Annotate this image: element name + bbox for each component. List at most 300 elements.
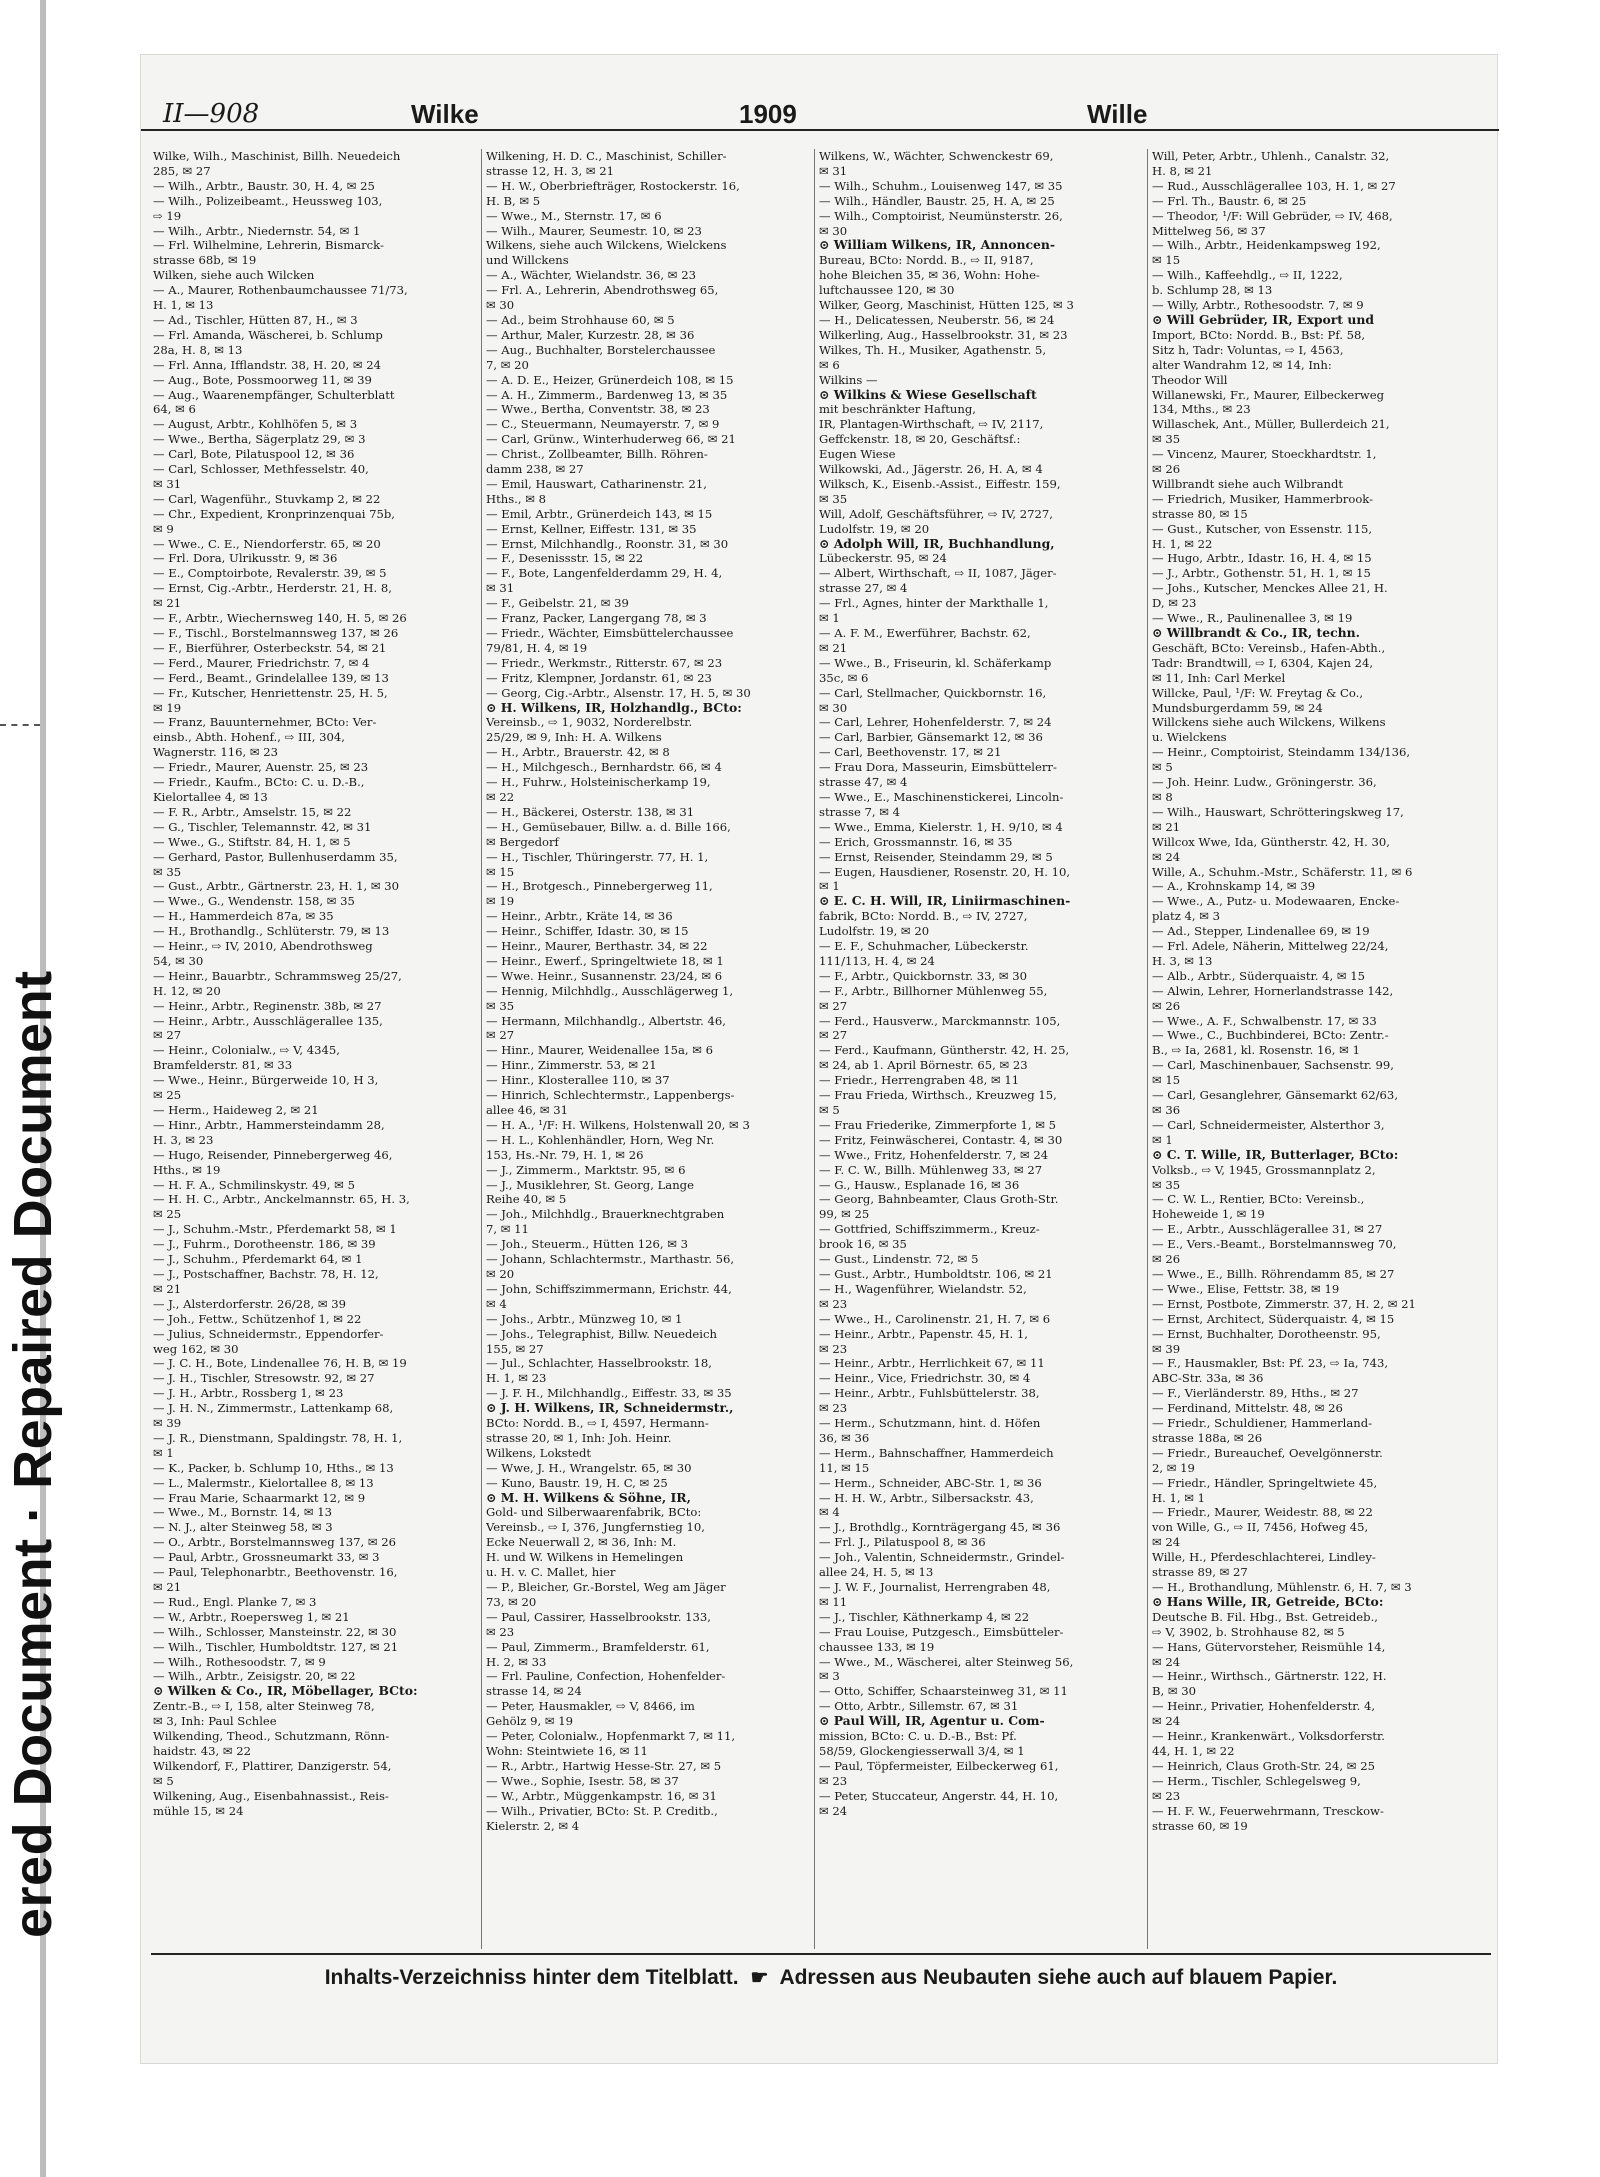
directory-entry-line: — Julius, Schneidermstr., Eppendorfer- [153, 1326, 384, 1341]
directory-entry-line: — Wilh., Maurer, Seumestr. 10, ✉ 23 [486, 223, 702, 238]
directory-entry-line: 25/29, ✉ 9, Inh: H. A. Wilkens [486, 730, 662, 745]
directory-entry-line: ✉ 25 [153, 1207, 182, 1222]
directory-entry-line: Sitz h, Tadr: Voluntas, ⇨ I, 4563, [1152, 342, 1344, 357]
directory-entry-line: ✉ 30 [819, 700, 848, 715]
directory-entry-line: — F., Desenissstr. 15, ✉ 22 [486, 551, 644, 566]
directory-entry-line: ✉ 21 [1152, 819, 1181, 834]
directory-entry-line: — Aug., Buchhalter, Borstelerchaussee [486, 342, 716, 357]
directory-entry-line: IR, Plantagen-Wirthschaft, ⇨ IV, 2117, [819, 417, 1044, 432]
directory-entry-line: Wille, H., Pferdeschlachterei, Lindley- [1152, 1550, 1376, 1565]
directory-entry-line: Geffckenstr. 18, ✉ 20, Geschäftsf.: [819, 432, 1021, 447]
directory-entry-line: ✉ 35 [819, 491, 848, 506]
directory-entry-line: Willaschek, Ant., Müller, Bullerdeich 21, [1152, 417, 1390, 432]
directory-entry-line: 73, ✉ 20 [486, 1594, 537, 1609]
directory-entry-line: H. 3, ✉ 23 [153, 1132, 214, 1147]
directory-entry-line: — Frau Louise, Putzgesch., Eimsbütteler- [819, 1624, 1064, 1639]
directory-entry-line: — Friedr., Bureauchef, Oevelgönnerstr. [1152, 1445, 1383, 1460]
directory-entry-line: — E. F., Schuhmacher, Lübeckerstr. [819, 939, 1029, 954]
directory-entry-line: — Arthur, Maler, Kurzestr. 28, ✉ 36 [486, 327, 695, 342]
directory-entry-line: ✉ 24 [819, 1803, 848, 1818]
directory-entry-line: ✉ 23 [486, 1624, 515, 1639]
directory-entry-line: — Frau Frieda, Wirthsch., Kreuzweg 15, [819, 1088, 1057, 1103]
directory-entry-line: — Heinr., Maurer, Berthastr. 34, ✉ 22 [486, 939, 708, 954]
directory-entry-line: — Aug., Bote, Possmoorweg 11, ✉ 39 [153, 372, 372, 387]
directory-entry-line: ✉ 35 [1152, 1177, 1181, 1192]
directory-entry-line: — Friedr., Wächter, Eimsbüttelerchaussee [486, 626, 734, 640]
directory-entry-line: — Wilh., Schlosser, Mansteinstr. 22, ✉ 30 [153, 1624, 397, 1639]
directory-entry-line: — H., Hammerdeich 87a, ✉ 35 [153, 909, 334, 924]
directory-entry-line: — E., Arbtr., Ausschlägerallee 31, ✉ 27 [1152, 1222, 1383, 1237]
directory-entry-line: 44, H. 1, ✉ 22 [1152, 1743, 1235, 1758]
directory-entry-line: ✉ 35 [1152, 432, 1181, 447]
directory-entry-line: — Johs., Kutscher, Menckes Allee 21, H. [1152, 581, 1388, 596]
directory-entry-line: H. 1, ✉ 13 [153, 298, 214, 313]
directory-entry-line: — Wwe. Heinr., Susannenstr. 23/24, ✉ 6 [486, 968, 723, 983]
running-head-to: Wille [1087, 99, 1148, 129]
directory-entry-line: Will, Peter, Arbtr., Uhlenh., Canalstr. 32, [1152, 149, 1390, 163]
directory-entry-line: — J. C. H., Bote, Lindenallee 76, H. B, ✉ 19 [153, 1356, 407, 1371]
directory-entry-line: ✉ 19 [153, 700, 182, 715]
directory-entry-line: — H., Brothandlg., Schlüterstr. 79, ✉ 13 [153, 924, 390, 939]
directory-entry-line: Zentr.-B., ⇨ I, 158, alter Steinweg 78, [153, 1699, 375, 1714]
directory-entry-line: — Theodor, ¹/F: Will Gebrüder, ⇨ IV, 468, [1152, 208, 1393, 223]
directory-entry-line: ✉ 15 [486, 864, 515, 879]
directory-entry-line: — J. F. H., Milchhandlg., Eiffestr. 33, ✉ 35 [486, 1386, 732, 1401]
directory-entry-line: Ecke Neuerwall 2, ✉ 36, Inh: M. [486, 1535, 677, 1550]
directory-entry-line: — Wwe., A. F., Schwalbenstr. 17, ✉ 33 [1152, 1013, 1377, 1028]
directory-entry-line: Ludolfstr. 19, ✉ 20 [819, 521, 930, 536]
directory-entry-line: Wilkendorf, F., Plattirer, Danzigerstr. 54, [153, 1758, 392, 1773]
directory-entry-line: — J., Arbtr., Gothenstr. 51, H. 1, ✉ 15 [1152, 566, 1371, 581]
directory-entry-line: ✉ 11, Inh: Carl Merkel [1152, 670, 1286, 685]
directory-entry-line: H. 3, ✉ 13 [1152, 953, 1213, 968]
directory-entry-line: — Joh. Heinr. Ludw., Gröningerstr. 36, [1152, 775, 1377, 790]
directory-entry-line: — Frl. Adele, Näherin, Mittelweg 22/24, [1152, 939, 1389, 954]
directory-entry-line: — Paul, Zimmerm., Bramfelderstr. 61, [486, 1639, 710, 1654]
directory-entry-line: — Heinr., Schiffer, Idastr. 30, ✉ 15 [486, 924, 689, 939]
directory-entry-line: B, ✉ 30 [1152, 1684, 1197, 1699]
directory-entry-line: 11, ✉ 15 [819, 1460, 870, 1475]
directory-entry-line: 155, ✉ 27 [486, 1341, 544, 1356]
directory-entry-line: — H. F. W., Feuerwehrmann, Tresckow- [1152, 1803, 1384, 1818]
directory-entry-line: ⊙ Paul Will, IR, Agentur u. Com- [819, 1714, 1045, 1729]
directory-entry-line: ✉ 22 [486, 789, 515, 804]
directory-entry-line: — Ad., Tischler, Hütten 87, H., ✉ 3 [153, 312, 358, 327]
directory-entry-line: mission, BCto: C. u. D.-B., Bst: Pf. [819, 1729, 1017, 1744]
directory-entry-line: ✉ 19 [486, 894, 515, 909]
directory-entry-line: mühle 15, ✉ 24 [153, 1803, 244, 1818]
directory-entry-line: — Frau Dora, Masseurin, Eimsbüttelerr- [819, 760, 1057, 775]
directory-entry-line: — J., Musiklehrer, St. Georg, Lange [486, 1177, 694, 1192]
directory-entry-line: — J., Brothdlg., Kornträgergang 45, ✉ 36 [819, 1520, 1061, 1535]
directory-entry-line: Geschäft, BCto: Vereinsb., Hafen-Abth., [1152, 640, 1386, 655]
directory-entry-line: — Hermann, Milchhandlg., Albertstr. 46, [486, 1013, 726, 1028]
directory-entry-line: — O., Arbtr., Borstelmannsweg 137, ✉ 26 [153, 1535, 397, 1550]
directory-entry-line: — Heinr., Vice, Friedrichstr. 30, ✉ 4 [819, 1371, 1031, 1386]
directory-entry-line: — Emil, Arbtr., Grünerdeich 143, ✉ 15 [486, 506, 713, 521]
directory-entry-line: — P., Bleicher, Gr.-Borstel, Weg am Jäger [486, 1580, 726, 1594]
running-head-year: 1909 [739, 99, 797, 129]
directory-entry-line: ✉ 4 [486, 1296, 507, 1311]
directory-entry-line: — Carl, Stellmacher, Quickbornstr. 16, [819, 685, 1047, 700]
directory-entry-line: ✉ 3, Inh: Paul Schlee [153, 1714, 277, 1729]
directory-entry-line: — Friedrich, Musiker, Hammerbrook- [1152, 491, 1374, 506]
directory-entry-line: — N. J., alter Steinweg 58, ✉ 3 [153, 1520, 333, 1535]
directory-entry-line: Gehölz 9, ✉ 19 [486, 1714, 573, 1729]
directory-entry-line: ⊙ M. H. Wilkens & Söhne, IR, [486, 1490, 691, 1505]
directory-entry-line: — Wwe., G., Stiftstr. 84, H. 1, ✉ 5 [153, 834, 351, 849]
directory-entry-line: Wilkens, W., Wächter, Schwenckestr 69, [819, 149, 1054, 163]
directory-entry-line: — H. W., Oberbriefträger, Rostockerstr. 16, [486, 178, 740, 193]
directory-entry-line: — Erich, Grossmannstr. 16, ✉ 35 [819, 834, 1013, 849]
directory-entry-line: ✉ 31 [819, 163, 848, 178]
directory-entry-line: — Carl, Barbier, Gänsemarkt 12, ✉ 36 [819, 730, 1043, 745]
directory-entry-line: ✉ 15 [1152, 253, 1181, 268]
directory-entry-line: — A., Krohnskamp 14, ✉ 39 [1152, 879, 1316, 894]
directory-entry-line: H. und W. Wilkens in Hemelingen [486, 1550, 684, 1565]
directory-entry-line: ✉ 23 [819, 1296, 848, 1311]
directory-entry-line: — Wwe., C. E., Niendorferstr. 65, ✉ 20 [153, 536, 381, 551]
directory-entry-line: — Heinr., Arbtr., Herrlichkeit 67, ✉ 11 [819, 1356, 1045, 1371]
directory-entry-line: Vereinsb., ⇨ I, 376, Jungfernstieg 10, [486, 1520, 705, 1535]
directory-entry-line: Hths., ✉ 8 [486, 491, 547, 506]
directory-entry-line: H. 2, ✉ 33 [486, 1654, 547, 1669]
directory-entry-line: — Otto, Schiffer, Schaarsteinweg 31, ✉ 11 [819, 1684, 1068, 1699]
directory-entry-line: platz 4, ✉ 3 [1152, 909, 1221, 924]
directory-entry-line: — Gust., Kutscher, von Essenstr. 115, [1152, 521, 1373, 536]
directory-entry-line: — Wwe., M., Sternstr. 17, ✉ 6 [486, 208, 662, 223]
directory-entry-line: — J. W. F., Journalist, Herrengraben 48, [819, 1580, 1051, 1594]
directory-entry-line: Wilken, siehe auch Wilcken [153, 268, 315, 283]
directory-entry-line: Theodor Will [1152, 372, 1228, 387]
directory-entry-line: — Carl, Wagenführ., Stuvkamp 2, ✉ 22 [153, 491, 381, 506]
directory-entry-line: Willcke, Paul, ¹/F: W. Freytag & Co., [1152, 685, 1364, 700]
directory-entry-line: — Heinr., Arbtr., Ausschlägerallee 135, [153, 1013, 383, 1028]
directory-entry-line: — Frl. Pauline, Confection, Hohenfelder- [486, 1669, 726, 1684]
directory-entry-line: — H., Gemüsebauer, Billw. a. d. Bille 166, [486, 819, 731, 834]
directory-entry-line: — Frl. Wilhelmine, Lehrerin, Bismarck- [153, 238, 384, 253]
directory-entry-line: strasse 12, H. 3, ✉ 21 [486, 163, 615, 178]
directory-entry-line: — Ferd., Hausverw., Marckmannstr. 105, [819, 1013, 1061, 1028]
directory-entry-line: D, ✉ 23 [1152, 596, 1197, 611]
directory-entry-line: H. 1, ✉ 22 [1152, 536, 1213, 551]
directory-entry-line: — A. D. E., Heizer, Grünerdeich 108, ✉ 15 [486, 372, 734, 387]
directory-entry-line: — J. H. N., Zimmermstr., Lattenkamp 68, [153, 1401, 394, 1416]
directory-entry-line: — Hugo, Reisender, Pinnebergerweg 46, [153, 1147, 393, 1162]
directory-entry-line: — Fritz, Feinwäscherei, Contastr. 4, ✉ 30 [819, 1132, 1063, 1147]
directory-entry-line: ✉ 23 [1152, 1788, 1181, 1803]
directory-entry-line: ✉ 24 [1152, 849, 1181, 864]
directory-entry-line: strasse 80, ✉ 15 [1152, 506, 1248, 521]
directory-entry-line: ✉ 35 [153, 864, 182, 879]
directory-page [140, 54, 1498, 2064]
directory-entry-line: — Wwe., Sophie, Isestr. 58, ✉ 37 [486, 1773, 679, 1788]
directory-entry-line: b. Schlump 28, ✉ 13 [1152, 283, 1273, 298]
directory-entry-line: Eugen Wiese [819, 447, 896, 462]
directory-entry-line: — Wwe., Bertha, Sägerplatz 29, ✉ 3 [153, 432, 366, 447]
directory-entry-line: — Johann, Schlachtermstr., Marthastr. 56, [486, 1252, 735, 1267]
directory-entry-line: — E., Vers.-Beamt., Borstelmannsweg 70, [1152, 1237, 1397, 1252]
directory-entry-line: H. 1, ✉ 1 [1152, 1490, 1206, 1505]
directory-entry-line: Willcox Wwe, Ida, Güntherstr. 42, H. 30, [1152, 834, 1390, 849]
directory-entry-line: — Christ., Zollbeamter, Billh. Röhren- [486, 447, 708, 462]
directory-entry-line: H. 12, ✉ 20 [153, 983, 221, 998]
directory-entry-line: 7, ✉ 11 [486, 1222, 529, 1237]
directory-entry-line: 58/59, Glockengiesserwall 3/4, ✉ 1 [819, 1743, 1025, 1758]
directory-entry-line: — Frau Friederike, Zimmerpforte 1, ✉ 5 [819, 1117, 1056, 1132]
directory-entry-line: ✉ 24 [1152, 1654, 1181, 1669]
directory-entry-line: — Gust., Arbtr., Gärtnerstr. 23, H. 1, ✉ 30 [153, 879, 399, 894]
directory-entry-line: — Wilh., Händler, Baustr. 25, H. A, ✉ 25 [819, 193, 1055, 208]
directory-entry-line: strasse 188a, ✉ 26 [1152, 1430, 1263, 1445]
directory-entry-line: — Frl. Dora, Ulrikusstr. 9, ✉ 36 [153, 551, 338, 566]
directory-entry-line: — Heinr., Colonialw., ⇨ V, 4345, [153, 1043, 340, 1058]
directory-entry-line: — Ernst, Postbote, Zimmerstr. 37, H. 2, ✉ 21 [1152, 1296, 1416, 1311]
directory-entry-line: — Otto, Arbtr., Sillemstr. 67, ✉ 31 [819, 1699, 1019, 1714]
directory-entry-line: — Frl. Th., Baustr. 6, ✉ 25 [1152, 193, 1307, 208]
directory-entry-line: — C., Steuermann, Neumayerstr. 7, ✉ 9 [486, 417, 720, 432]
directory-entry-line: — Wilh., Rothesoodstr. 7, ✉ 9 [153, 1654, 326, 1669]
directory-entry-line: — J., Tischler, Käthnerkamp 4, ✉ 22 [819, 1609, 1030, 1624]
directory-entry-line: — H., Wagenführer, Wielandstr. 52, [819, 1281, 1027, 1296]
directory-entry-line: ✉ 5 [153, 1773, 174, 1788]
directory-entry-line: chaussee 133, ✉ 19 [819, 1639, 935, 1654]
directory-entry-line: 79/81, H. 4, ✉ 19 [486, 640, 588, 655]
directory-entry-line: — Joh., Valentin, Schneidermstr., Grindel- [819, 1550, 1065, 1565]
directory-entry-line: luftchaussee 120, ✉ 30 [819, 283, 955, 298]
directory-entry-line: — A., Maurer, Rothenbaumchaussee 71/73, [153, 283, 408, 298]
directory-entry-line: strasse 60, ✉ 19 [1152, 1818, 1248, 1833]
directory-entry-line: — Jul., Schlachter, Hasselbrookstr. 18, [486, 1356, 712, 1371]
directory-entry-line: — H., Bäckerei, Osterstr. 138, ✉ 31 [486, 804, 695, 819]
directory-entry-line: — Aug., Waarenempfänger, Schulterblatt [153, 387, 395, 402]
directory-entry-line: 7, ✉ 20 [486, 357, 529, 372]
directory-entry-line: — Heinr., Arbtr., Reginenstr. 38b, ✉ 27 [153, 998, 382, 1013]
directory-entry-line: — Friedr., Kaufm., BCto: C. u. D.-B., [153, 775, 365, 790]
directory-entry-line: — J., Schuhm., Pferdemarkt 64, ✉ 1 [153, 1252, 363, 1267]
cut-mark [0, 724, 40, 726]
directory-entry-line: — Paul, Cassirer, Hasselbrookstr. 133, [486, 1609, 711, 1624]
directory-entry-line: ✉ 5 [1152, 760, 1173, 775]
directory-entry-line: ✉ 21 [153, 1281, 182, 1296]
directory-entry-line: — F., Arbtr., Billhorner Mühlenweg 55, [819, 983, 1048, 998]
directory-entry-line: — Wwe., A., Putz- u. Modewaaren, Enckе- [1152, 894, 1400, 909]
directory-entry-line: — Hinrich, Schlechtermstr., Lappenbergs- [486, 1088, 735, 1103]
directory-entry-line: Tadr: Brandtwill, ⇨ I, 6304, Kajen 24, [1152, 655, 1374, 670]
directory-entry-line: — Emil, Hauswart, Catharinenstr. 21, [486, 476, 707, 491]
directory-entry-line: — H., Arbtr., Brauerstr. 42, ✉ 8 [486, 745, 670, 760]
directory-entry-line: 28a, H. 8, ✉ 13 [153, 342, 243, 357]
directory-entry-line: ✉ 24 [1152, 1714, 1181, 1729]
directory-entry-line: — Gust., Arbtr., Humboldtstr. 106, ✉ 21 [819, 1266, 1053, 1281]
directory-entry-line: — Georg, Cig.-Arbtr., Alsenstr. 17, H. 5, ✉ 30 [486, 685, 751, 700]
directory-entry-line: ✉ 27 [153, 1028, 182, 1043]
directory-entry-line: — A., Wächter, Wielandstr. 36, ✉ 23 [486, 268, 696, 283]
directory-entry-line: — Ernst, Cig.-Arbtr., Herderstr. 21, H. 8, [153, 581, 392, 596]
directory-entry-line: — Carl, Grünw., Winterhuderweg 66, ✉ 21 [486, 432, 736, 447]
page-reference: II—908 [163, 99, 260, 129]
directory-entry-line: — H. H. C., Arbtr., Anckelmannstr. 65, H. 3, [153, 1192, 410, 1207]
directory-entry-line: — H. H. W., Arbtr., Silbersackstr. 43, [819, 1490, 1034, 1505]
directory-entry-line: — Wwe., E., Maschinenstickerei, Lincoln- [819, 789, 1064, 804]
directory-entry-line: — Friedr., Maurer, Auenstr. 25, ✉ 23 [153, 760, 369, 775]
directory-entry-line: — Gerhard, Pastor, Bullenhuserdamm 35, [153, 849, 398, 864]
directory-entry-line: Wilkening, H. D. C., Maschinist, Schiller- [486, 149, 727, 163]
directory-entry-line: — H. L., Kohlenhändler, Horn, Weg Nr. [486, 1132, 715, 1147]
directory-entry-line: ⊙ E. C. H. Will, IR, Liniirmaschinen- [819, 894, 1071, 909]
directory-entry-line: — Wilh., Schuhm., Louisenweg 147, ✉ 35 [819, 178, 1063, 193]
directory-entry-line: — Herm., Haideweg 2, ✉ 21 [153, 1103, 319, 1117]
directory-entry-line: ✉ 20 [486, 1266, 515, 1281]
directory-entry-line: — J., Postschaffner, Bachstr. 78, H. 12, [153, 1266, 379, 1281]
directory-entry-line: — Georg, Bahnbeamter, Claus Groth-Str. [819, 1192, 1059, 1207]
directory-entry-line: — Wilh., Arbtr., Baustr. 30, H. 4, ✉ 25 [153, 178, 375, 193]
directory-entry-line: — F., Arbtr., Wiechernsweg 140, H. 5, ✉ 26 [153, 611, 407, 626]
directory-entry-line: und Willckens [486, 253, 569, 268]
directory-entry-line: — Wwe., H., Carolinenstr. 21, H. 7, ✉ 6 [819, 1311, 1051, 1326]
directory-entry-line: Wilkens, Lokstedt [486, 1445, 592, 1460]
directory-entry-line: — Gust., Lindenstr. 72, ✉ 5 [819, 1252, 979, 1267]
directory-entry-line: strasse 47, ✉ 4 [819, 775, 908, 790]
directory-entry-line: Wilkening, Aug., Eisenbahnassist., Reis- [153, 1788, 389, 1803]
directory-entry-line: — Friedr., Werkmstr., Ritterstr. 67, ✉ 23 [486, 655, 723, 670]
directory-entry-line: — Johs., Arbtr., Münzweg 10, ✉ 1 [486, 1311, 683, 1326]
directory-entry-line: ABC-Str. 33a, ✉ 36 [1152, 1371, 1264, 1386]
directory-entry-line: — F., Vierländerstr. 89, Hths., ✉ 27 [1152, 1386, 1359, 1401]
directory-entry-line: — G., Hausw., Esplanade 16, ✉ 36 [819, 1177, 1020, 1192]
directory-entry-line: ✉ 9 [153, 521, 174, 536]
page-header [141, 97, 1499, 131]
directory-entry-line: — F. C. W., Billh. Mühlenweg 33, ✉ 27 [819, 1162, 1043, 1177]
directory-entry-line: ⊙ H. Wilkens, IR, Holzhandlg., BCto: [486, 700, 742, 715]
directory-entry-line: — Peter, Stuccateur, Angerstr. 44, H. 10, [819, 1788, 1059, 1803]
directory-entry-line: ✉ 6 [819, 357, 840, 372]
column-3 [814, 149, 1141, 1949]
directory-entry-line: — K., Packer, b. Schlump 10, Hths., ✉ 13 [153, 1460, 394, 1475]
directory-entry-line: — H., Brotgesch., Pinnebergerweg 11, [486, 879, 713, 894]
directory-entry-line: ✉ 30 [819, 223, 848, 238]
directory-entry-line: — Ernst, Milchhandlg., Roonstr. 31, ✉ 30 [486, 536, 729, 551]
directory-entry-line: ✉ 27 [486, 1028, 515, 1043]
directory-entry-line: Hths., ✉ 19 [153, 1162, 221, 1177]
directory-entry-line: — W., Arbtr., Müggenkampstr. 16, ✉ 31 [486, 1788, 717, 1803]
directory-entry-line: — Friedr., Herrengraben 48, ✉ 11 [819, 1073, 1020, 1088]
directory-entry-line: ⊙ Will Gebrüder, IR, Export und [1152, 312, 1375, 327]
directory-entry-line: Willckens siehe auch Wilckens, Wilkens [1152, 715, 1386, 730]
directory-entry-line: ✉ 1 [153, 1445, 174, 1460]
footer-newbuild-note: Adressen aus Neubauten siehe auch auf blauem Papier. [779, 1966, 1338, 1989]
directory-entry-line: — Carl, Gesanglehrer, Gänsemarkt 62/63, [1152, 1088, 1398, 1103]
directory-entry-line: Mundsburgerdamm 59, ✉ 24 [1152, 700, 1323, 715]
directory-entry-line: allee 24, H. 5, ✉ 13 [819, 1565, 934, 1580]
directory-entry-line: — Peter, Hausmakler, ⇨ V, 8466, im [486, 1699, 695, 1714]
directory-entry-line: weg 162, ✉ 30 [153, 1341, 239, 1356]
directory-entry-line: hohe Bleichen 35, ✉ 36, Wohn: Hohe- [819, 268, 1040, 283]
directory-entry-line: ⊙ C. T. Wille, IR, Butterlager, BCto: [1152, 1147, 1399, 1162]
directory-entry-line: BCto: Nordd. B., ⇨ I, 4597, Hermann- [486, 1416, 709, 1431]
directory-entry-line: Willbrandt siehe auch Wilbrandt [1152, 476, 1344, 491]
directory-entry-line: 99, ✉ 25 [819, 1207, 870, 1222]
directory-entry-line: — Ad., Stepper, Lindenallee 69, ✉ 19 [1152, 924, 1370, 939]
directory-entry-line: — Wwe., Emma, Kielerstr. 1, H. 9/10, ✉ 4 [819, 819, 1063, 834]
directory-entry-line: — F., Bote, Langenfelderdamm 29, H. 4, [486, 566, 723, 581]
directory-entry-line: — Heinr., Comptoirist, Steindamm 134/136, [1152, 745, 1411, 760]
directory-entry-line: ✉ 35 [486, 998, 515, 1013]
directory-entry-line: — Gottfried, Schiffszimmerm., Kreuz- [819, 1222, 1040, 1237]
directory-entry-line: brook 16, ✉ 35 [819, 1237, 907, 1252]
side-stamp-label: ered Document · Repaired Document [3, 970, 63, 1938]
directory-entry-line: — Ferdinand, Mittelstr. 48, ✉ 26 [1152, 1401, 1343, 1416]
directory-entry-line: fabrik, BCto: Nordd. B., ⇨ IV, 2727, [819, 909, 1028, 924]
directory-entry-line: ⇨ 19 [153, 208, 182, 223]
directory-entry-line: strasse 27, ✉ 4 [819, 581, 908, 596]
directory-entry-line: — Frl. Anna, Ifflandstr. 38, H. 20, ✉ 24 [153, 357, 381, 372]
directory-entry-line: — Kuno, Baustr. 19, H. C, ✉ 25 [486, 1475, 668, 1490]
directory-entry-line: — A. F. M., Ewerführer, Bachstr. 62, [819, 626, 1031, 640]
directory-entry-line: ✉ 26 [1152, 462, 1181, 477]
directory-entry-line: — Wwe., R., Paulinenallee 3, ✉ 19 [1152, 611, 1353, 626]
directory-entry-line: ⊙ Adolph Will, IR, Buchhandlung, [819, 536, 1055, 551]
directory-entry-line: B., ⇨ Ia, 2681, kl. Rosenstr. 16, ✉ 1 [1152, 1043, 1360, 1058]
directory-entry-line: ✉ 23 [819, 1401, 848, 1416]
directory-entry-line: Wille, A., Schuhm.-Mstr., Schäferstr. 11, ✉ 6 [1152, 864, 1413, 879]
directory-entry-line: — Hennig, Milchhdlg., Ausschlägerweg 1, [486, 983, 734, 998]
directory-entry-line: — H., Delicatessen, Neuberstr. 56, ✉ 24 [819, 312, 1055, 327]
directory-entry-line: — Heinr., Wirthsch., Gärtnerstr. 122, H. [1152, 1669, 1387, 1684]
directory-entry-line: ✉ 21 [153, 1580, 182, 1594]
directory-entry-line: — Franz, Packer, Langergang 78, ✉ 3 [486, 611, 707, 626]
directory-entry-line: Wilke, Wilh., Maschinist, Billh. Neuedeich [153, 149, 401, 163]
directory-entry-line: — Heinr., Ewerf., Springeltwiete 18, ✉ 1 [486, 953, 724, 968]
directory-entry-line: — Ferd., Maurer, Friedrichstr. 7, ✉ 4 [153, 655, 370, 670]
directory-entry-line: ✉ 23 [819, 1773, 848, 1788]
directory-entry-line: — Hinr., Zimmerstr. 53, ✉ 21 [486, 1058, 657, 1073]
directory-entry-line: strasse 89, ✉ 27 [1152, 1565, 1248, 1580]
directory-entry-line: — H., Tischler, Thüringerstr. 77, H. 1, [486, 849, 709, 864]
directory-entry-line: — Wwe., G., Wendenstr. 158, ✉ 35 [153, 894, 355, 909]
directory-entry-line: — Wwe., Elise, Fettstr. 38, ✉ 19 [1152, 1281, 1340, 1296]
directory-entry-line: — Frl. Amanda, Wäscherei, b. Schlump [153, 327, 383, 342]
directory-entry-line: Deutsche B. Fil. Hbg., Bst. Getreideb., [1152, 1609, 1378, 1624]
directory-entry-line: — Wwe., E., Billh. Röhrendamm 85, ✉ 27 [1152, 1266, 1395, 1281]
directory-entry-line: — Herm., Schutzmann, hint. d. Höfen [819, 1416, 1041, 1431]
directory-entry-line: — Wwe., Bertha, Conventstr. 38, ✉ 23 [486, 402, 710, 417]
directory-entry-line: — Friedr., Händler, Springeltwiete 45, [1152, 1475, 1378, 1490]
directory-entry-line: — E., Comptoirbote, Revalerstr. 39, ✉ 5 [153, 566, 387, 581]
directory-entry-line: ✉ 8 [1152, 789, 1173, 804]
directory-entry-line: — Ernst, Architect, Süderquaistr. 4, ✉ 15 [1152, 1311, 1395, 1326]
directory-entry-line: — Ad., beim Strohhause 60, ✉ 5 [486, 312, 675, 327]
directory-entry-line: — Wilh., Arbtr., Niedernstr. 54, ✉ 1 [153, 223, 361, 238]
directory-entry-line: — Franz, Bauunternehmer, BCto: Ver- [153, 715, 377, 730]
directory-entry-line: — Heinrich, Claus Groth-Str. 24, ✉ 25 [1152, 1758, 1375, 1773]
directory-entry-line: 36, ✉ 36 [819, 1430, 870, 1445]
directory-entry-line: ✉ 11 [819, 1594, 848, 1609]
directory-entry-line: — Herm., Tischler, Schlegelsweg 9, [1152, 1773, 1361, 1788]
directory-entry-line: — F., Tischl., Borstelmannsweg 137, ✉ 26 [153, 626, 399, 640]
directory-entry-line: mit beschränkter Haftung, [819, 402, 976, 417]
directory-entry-line: Willanewski, Fr., Maurer, Eilbeckerweg [1152, 387, 1385, 402]
directory-entry-line: ✉ 26 [1152, 1252, 1181, 1267]
directory-entry-line: — H., Milchgesch., Bernhardstr. 66, ✉ 4 [486, 760, 722, 775]
directory-entry-line: — F., Bierführer, Osterbeckstr. 54, ✉ 21 [153, 640, 387, 655]
directory-entry-line: 35c, ✉ 6 [819, 670, 869, 685]
directory-entry-line: 2, ✉ 19 [1152, 1460, 1195, 1475]
directory-entry-line: — Heinr., Arbtr., Kräte 14, ✉ 36 [486, 909, 673, 924]
directory-entry-line: — John, Schiffszimmermann, Erichstr. 44, [486, 1281, 732, 1296]
directory-entry-line: ✉ 3 [819, 1669, 840, 1684]
page-footer [181, 1965, 1481, 1995]
